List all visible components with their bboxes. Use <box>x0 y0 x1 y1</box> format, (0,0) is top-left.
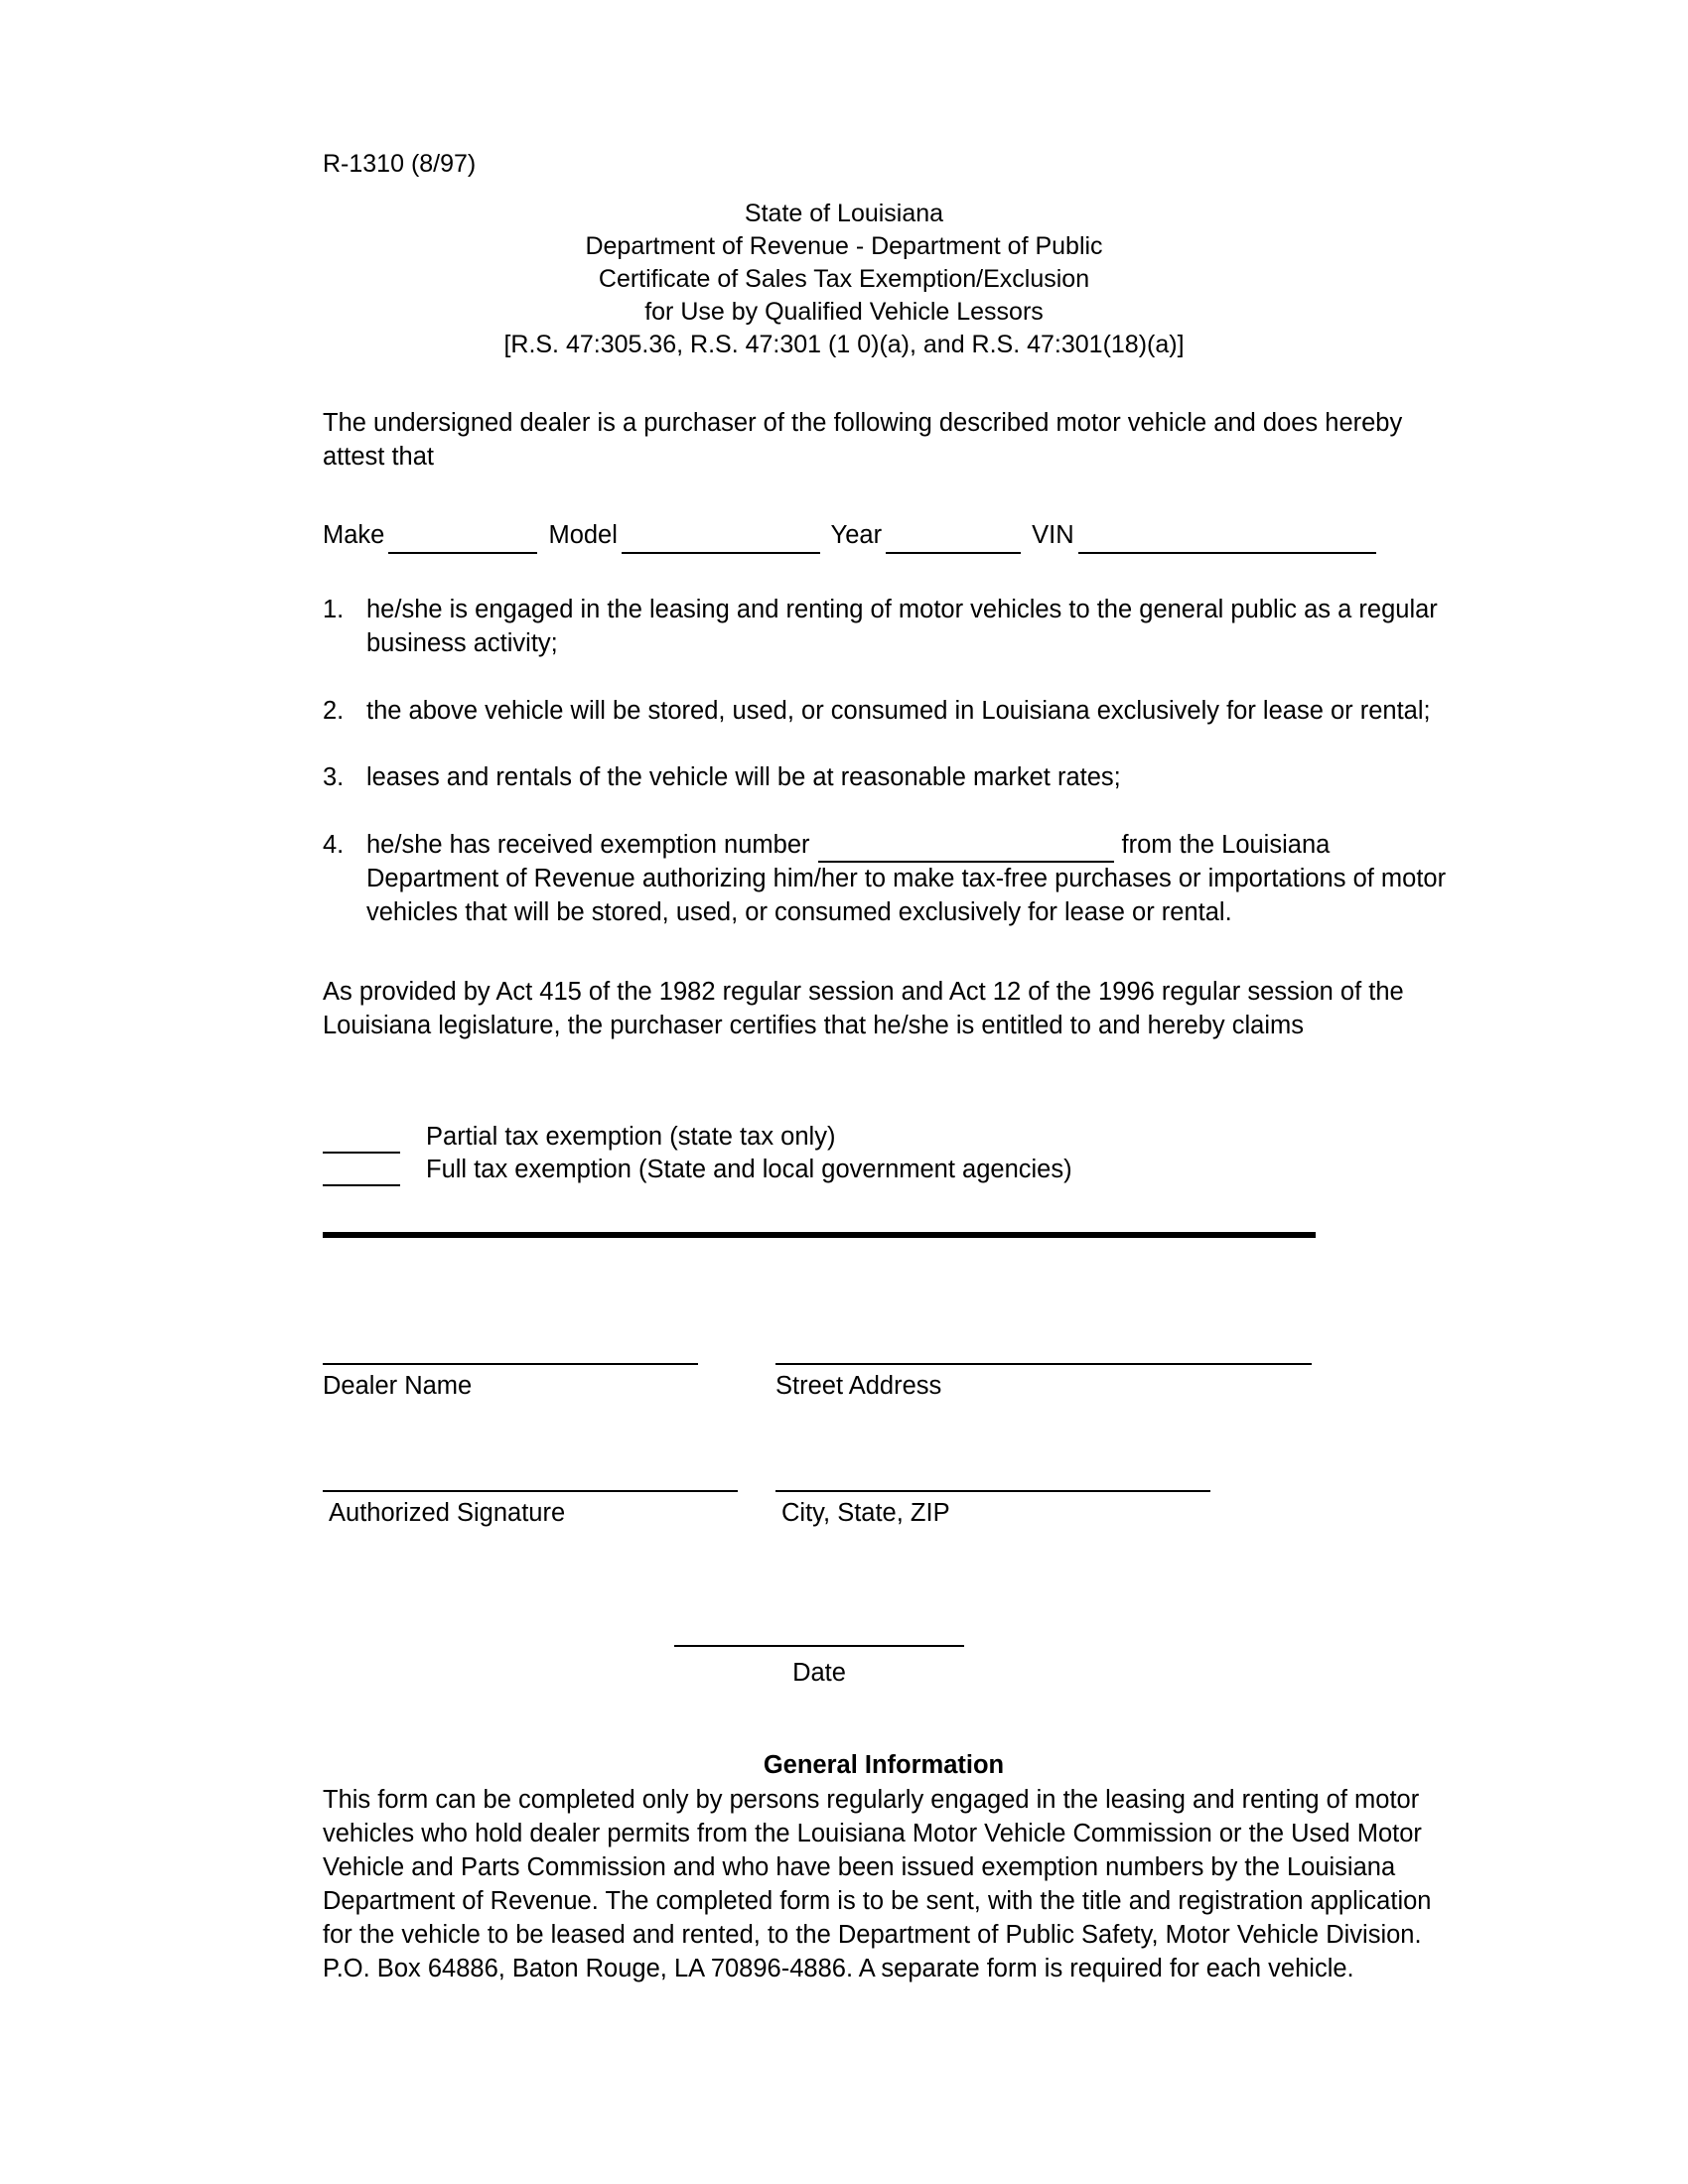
claim-text-2: the above vehicle will be stored, used, or consumed in Louisiana exclusively for lease or rental; <box>366 696 1431 725</box>
title-line-state: State of Louisiana <box>744 200 944 228</box>
claim-item-2 <box>323 695 1449 729</box>
exemption-option-partial[interactable] <box>323 1121 1435 1154</box>
exemption-option-full[interactable] <box>323 1154 1435 1186</box>
year-label: Year <box>830 521 883 550</box>
claim-number-2: 2. <box>323 696 345 725</box>
general-information-heading: General Information <box>763 1751 1005 1780</box>
claim-text-4-before: he/she has received exemption number <box>366 831 810 860</box>
street-address-label: Street Address <box>775 1372 942 1401</box>
general-information-body: This form can be completed only by persons regularly engaged in the leasing and renting of motor vehicles who hold dealer permits from the Louisiana Motor Vehicle Commission or the Used Motor Vehicle and Parts Commission and who have been issued exemption numbers by the Louisiana Department of Revenue. The completed form is to be sent, with the title and registration application for the vehicle to be leased and rented, to the Department of Public Safety, Motor Vehicle Division. P.O. Box 64886, Baton Rouge, LA 70896-4886. A separate form is required for each vehicle. <box>323 1786 1432 1982</box>
claim-item-4 <box>323 829 1449 930</box>
city-state-zip-input[interactable] <box>775 1446 1210 1492</box>
intro-paragraph: The undersigned dealer is a purchaser of the following described motor vehicle and does hereby attest that <box>323 409 1403 472</box>
dealer-name-label: Dealer Name <box>323 1372 473 1401</box>
title-line-usage: for Use by Qualified Vehicle Lessors <box>644 298 1044 327</box>
make-label: Make <box>323 521 385 550</box>
claim-number-1: 1. <box>323 595 345 623</box>
authorized-signature-field <box>323 1446 738 1530</box>
signature-row-two <box>323 1446 1435 1573</box>
vin-input[interactable] <box>1078 528 1376 554</box>
exemption-number-input[interactable] <box>818 837 1114 863</box>
form-code: R-1310 (8/97) <box>323 150 477 178</box>
signature-area <box>323 1319 1435 1690</box>
exemption-options <box>323 1121 1435 1186</box>
claim-number-3: 3. <box>323 763 345 792</box>
signature-row-one <box>323 1319 1435 1446</box>
vehicle-description-line <box>323 518 1435 554</box>
claims-list <box>253 594 1447 930</box>
authorized-signature-input[interactable] <box>323 1446 738 1492</box>
form-sheet <box>253 149 1447 1986</box>
title-line-certificate: Certificate of Sales Tax Exemption/Exclusion <box>598 265 1090 294</box>
full-exemption-checkbox[interactable] <box>323 1162 400 1186</box>
act-paragraph: As provided by Act 415 of the 1982 regular session and Act 12 of the 1996 regular session of the Louisiana legislature, the purchaser certifies that he/she is entitled to and hereby claims <box>323 978 1404 1039</box>
street-address-input[interactable] <box>775 1319 1312 1365</box>
model-label: Model <box>548 521 618 550</box>
section-divider-rule <box>323 1232 1316 1238</box>
date-field <box>323 1615 1316 1690</box>
authorized-signature-label: Authorized Signature <box>329 1499 566 1528</box>
dealer-name-field <box>323 1319 698 1403</box>
claim-text-3: leases and rentals of the vehicle will be at reasonable market rates; <box>366 763 1121 792</box>
claim-text-1: he/she is engaged in the leasing and renting of motor vehicles to the general public as a regular business activity; <box>366 595 1438 657</box>
vin-label: VIN <box>1032 521 1074 550</box>
partial-exemption-label: Partial tax exemption (state tax only) <box>426 1122 836 1151</box>
claim-text-4-after: from the Louisiana Department of Revenue authorizing him/her to make tax-free purchases or importations of motor vehicles that will be stored, used, or consumed exclusively for lease or rental. <box>366 831 1447 927</box>
make-input[interactable] <box>388 528 537 554</box>
dealer-name-input[interactable] <box>323 1319 698 1365</box>
city-state-zip-label: City, State, ZIP <box>781 1499 950 1528</box>
claim-number-4: 4. <box>323 831 345 860</box>
date-input[interactable] <box>674 1615 964 1647</box>
form-title-block <box>253 198 1435 361</box>
partial-exemption-checkbox[interactable] <box>323 1130 400 1154</box>
year-input[interactable] <box>886 528 1021 554</box>
title-line-statute: [R.S. 47:305.36, R.S. 47:301 (1 0)(a), and R.S. 47:301(18)(a)] <box>503 331 1185 359</box>
claim-item-1 <box>323 594 1449 661</box>
full-exemption-label: Full tax exemption (State and local government agencies) <box>426 1156 1072 1184</box>
street-address-field <box>775 1319 1312 1403</box>
title-line-department: Department of Revenue - Department of Public <box>585 232 1103 261</box>
claim-item-3 <box>323 761 1449 795</box>
city-state-zip-field <box>775 1446 1210 1530</box>
model-input[interactable] <box>622 528 820 554</box>
date-label: Date <box>792 1659 846 1688</box>
